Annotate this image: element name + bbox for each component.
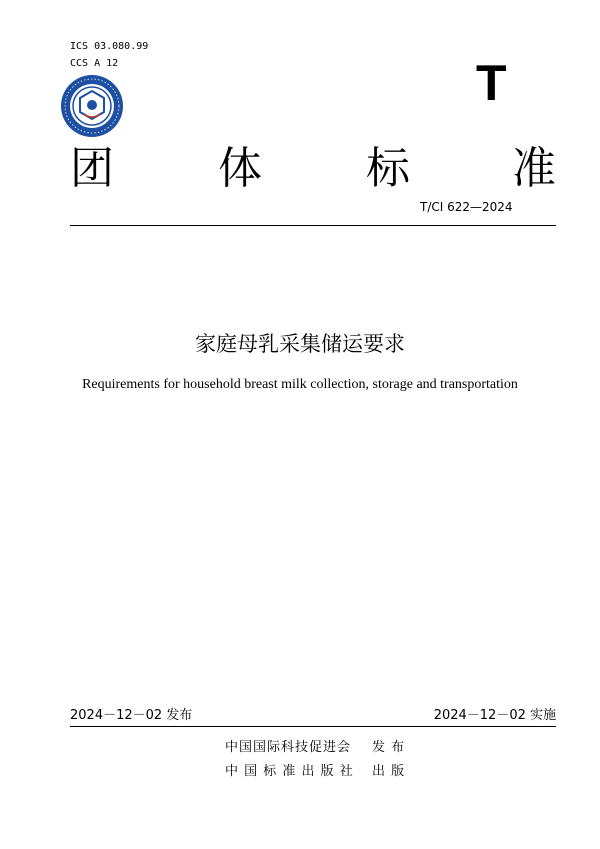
standard-category-letter: T: [476, 55, 507, 111]
organization-seal-icon: [60, 74, 124, 138]
document-title-chinese: 家庭母乳采集储运要求: [195, 332, 405, 356]
ics-code: ICS 03.080.99: [70, 41, 149, 52]
header-divider: [70, 225, 556, 226]
standard-type-char-3: 标: [366, 143, 410, 194]
issuing-organization: 中国国际科技促进会: [225, 740, 352, 755]
document-title-english: Requirements for household breast milk collection, storage and transportation: [82, 377, 518, 392]
footer-divider: [70, 726, 556, 727]
ccs-code: CCS A 12: [70, 58, 119, 69]
standard-type-char-4: 准: [512, 143, 556, 194]
publishing-role: 出 版: [372, 764, 406, 779]
standard-type-char-1: 团: [70, 143, 114, 194]
implement-date: 2024－12－02 实施: [433, 708, 556, 723]
standard-type-char-2: 体: [218, 143, 262, 194]
publish-date: 2024－12－02 发布: [70, 708, 193, 723]
standard-number: T/CI 622—2024: [420, 200, 513, 214]
publishing-house: 中 国 标 准 出 版 社: [225, 764, 354, 779]
issuing-role: 发 布: [372, 740, 406, 755]
